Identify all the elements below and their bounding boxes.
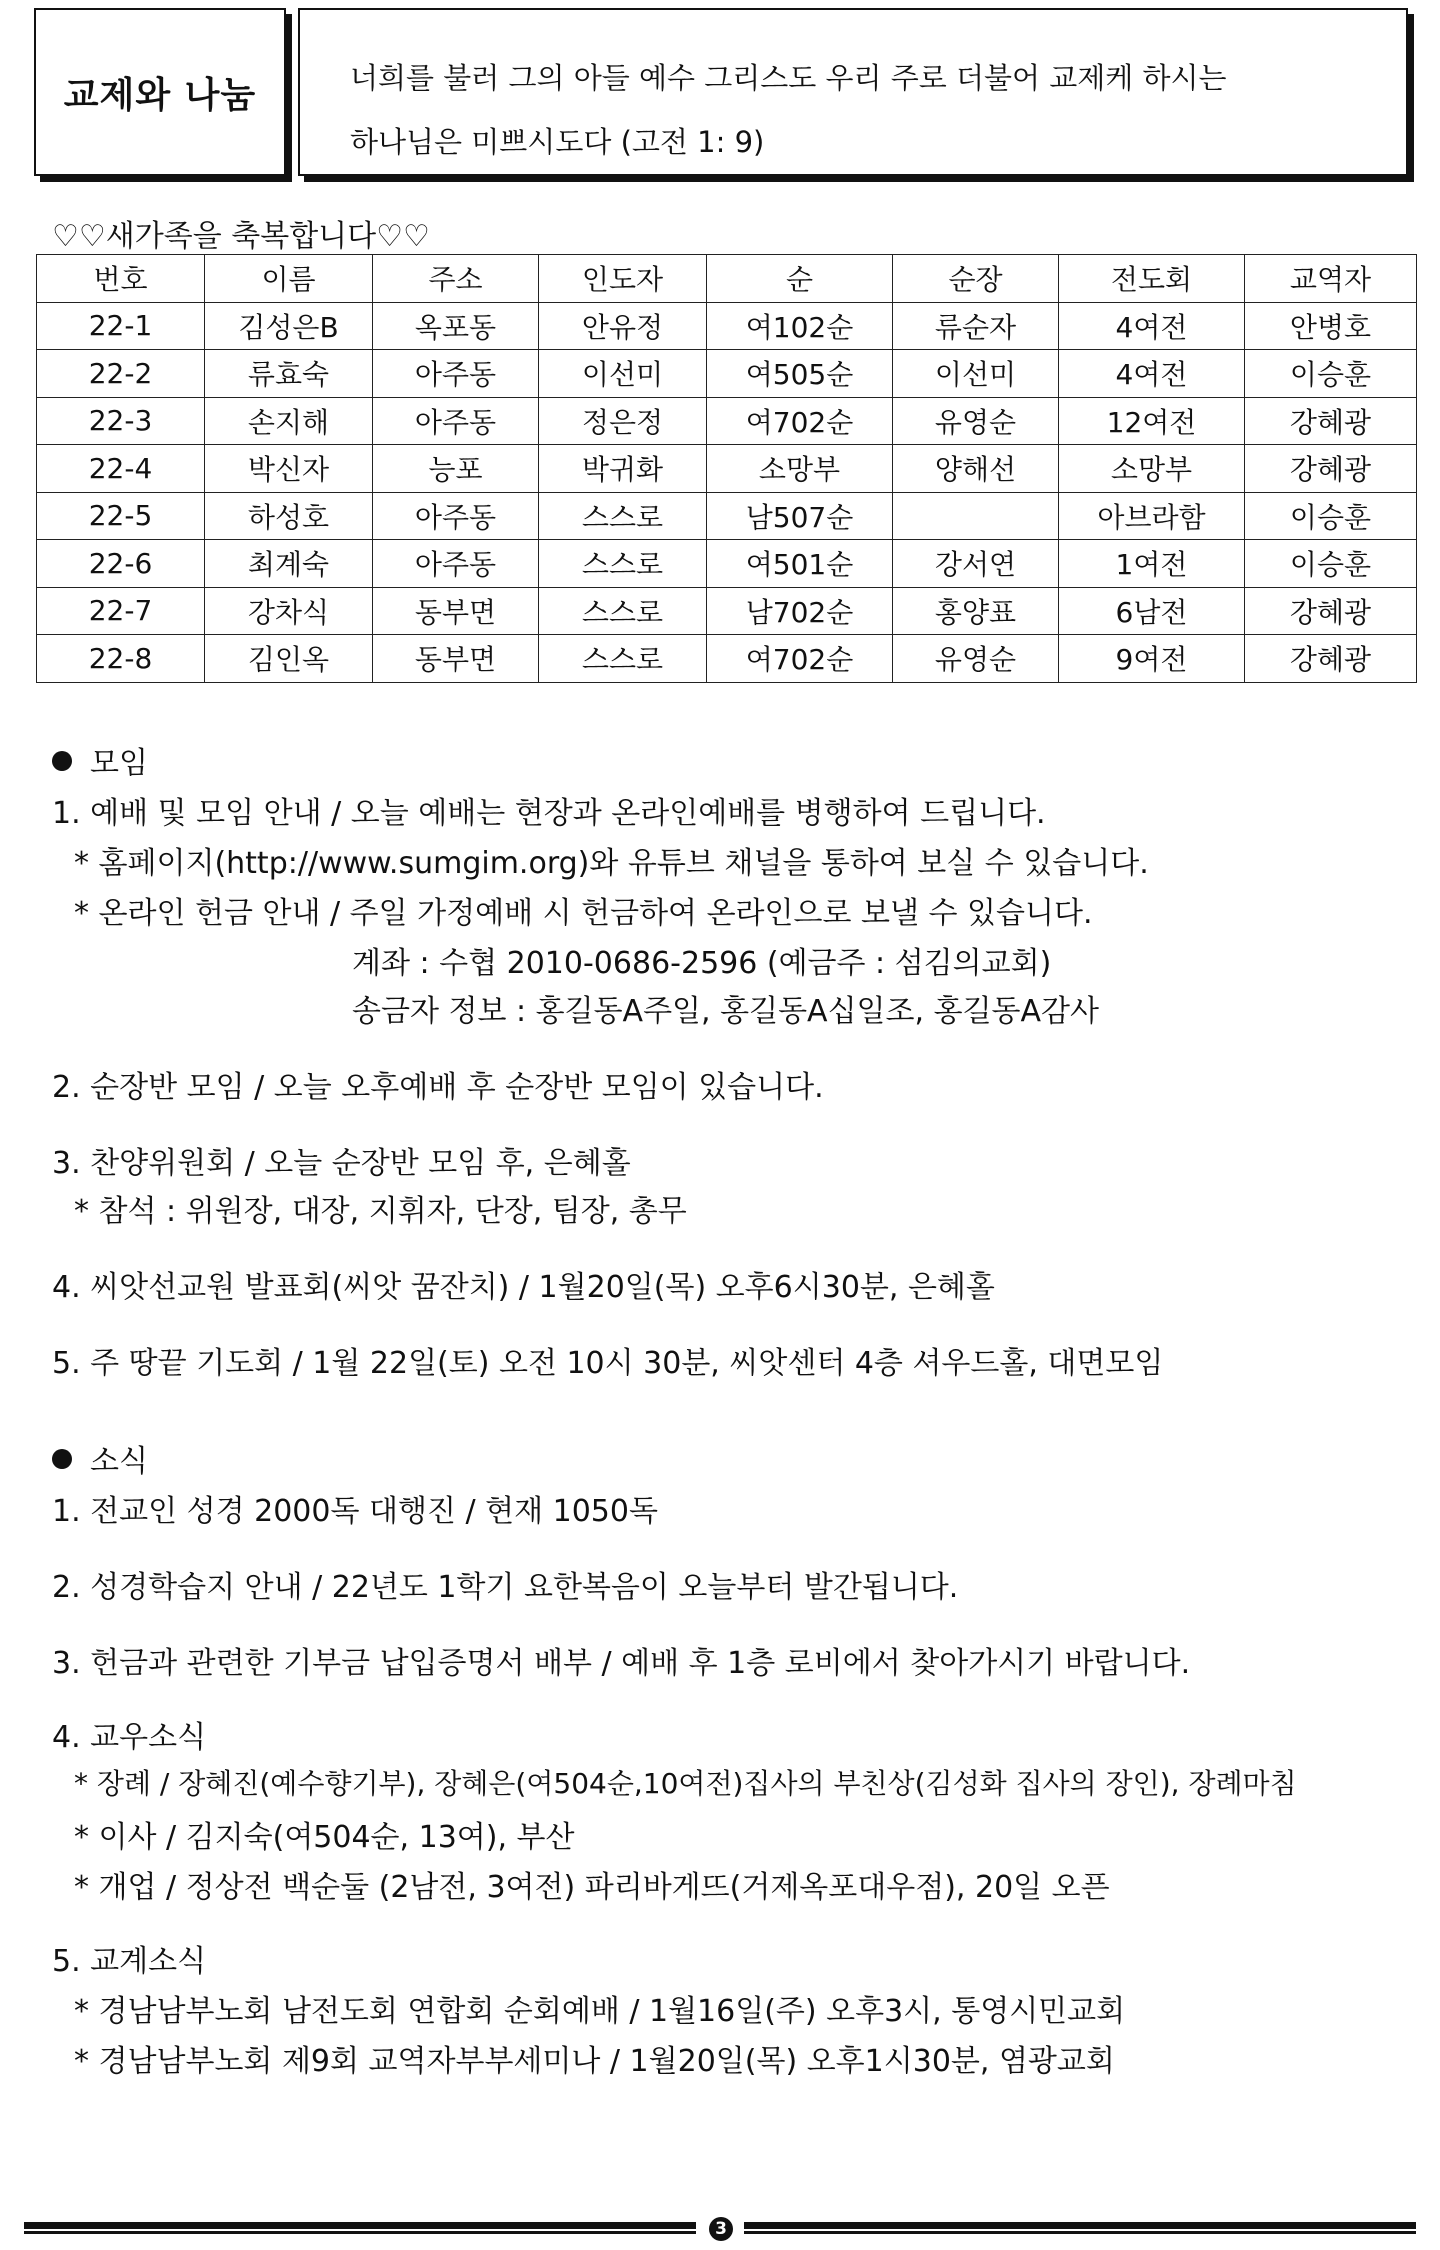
table-cell: 소망부 xyxy=(1059,445,1245,493)
table-cell: 아브라함 xyxy=(1059,492,1245,540)
bullet-icon xyxy=(52,1449,72,1469)
new-family-table xyxy=(36,254,1417,683)
table-cell: 동부면 xyxy=(373,635,539,683)
meeting-heading: 모임 xyxy=(52,738,148,782)
table-cell: 22-8 xyxy=(37,635,205,683)
table-cell: 아주동 xyxy=(373,540,539,588)
table-cell: 22-3 xyxy=(37,397,205,445)
column-header: 순 xyxy=(707,255,893,303)
table-cell: 강서연 xyxy=(893,540,1059,588)
column-header: 이름 xyxy=(205,255,373,303)
table-cell: 스스로 xyxy=(539,587,707,635)
table-cell: 여702순 xyxy=(707,397,893,445)
table-row xyxy=(37,587,1417,635)
news-item-4-sub-1: * 장례 / 장혜진(예수향기부), 장혜은(여504순,10여전)집사의 부친상(김성화 집사의 장인), 장례마침 xyxy=(74,1767,1297,1800)
table-cell: 4여전 xyxy=(1059,350,1245,398)
table-cell: 여102순 xyxy=(707,302,893,350)
bullet-icon xyxy=(52,751,72,771)
meeting-item-1-sub-1: * 홈페이지(http://www.sumgim.org)와 유튜브 채널을 통하여 보실 수 있습니다. xyxy=(74,846,1149,881)
section-title: 교제와 나눔 xyxy=(63,74,257,116)
page-number: 3 xyxy=(709,2217,733,2241)
table-cell: 정은정 xyxy=(539,397,707,445)
verse-box xyxy=(298,8,1408,176)
column-header: 번호 xyxy=(37,255,205,303)
page-footer xyxy=(24,2218,1416,2242)
table-row xyxy=(37,302,1417,350)
table-cell: 박귀화 xyxy=(539,445,707,493)
meeting-item-3-sub-1: * 참석 : 위원장, 대장, 지휘자, 단장, 팀장, 총무 xyxy=(74,1194,687,1229)
table-cell: 옥포동 xyxy=(373,302,539,350)
column-header: 주소 xyxy=(373,255,539,303)
new-family-title: ♡♡새가족을 축복합니다♡♡ xyxy=(52,219,430,254)
news-item-5: 5. 교계소식 xyxy=(52,1944,207,1979)
table-cell: 아주동 xyxy=(373,492,539,540)
news-item-5-sub-2: * 경남남부노회 제9회 교역자부부세미나 / 1월20일(목) 오후1시30분, 염광교회 xyxy=(74,2044,1115,2079)
column-header: 순장 xyxy=(893,255,1059,303)
table-cell: 이승훈 xyxy=(1245,540,1417,588)
table-cell: 강혜광 xyxy=(1245,587,1417,635)
table-cell: 여702순 xyxy=(707,635,893,683)
table-cell: 강차식 xyxy=(205,587,373,635)
news-item-1: 1. 전교인 성경 2000독 대행진 / 현재 1050독 xyxy=(52,1494,658,1529)
table-cell: 이승훈 xyxy=(1245,350,1417,398)
table-cell: 양해선 xyxy=(893,445,1059,493)
table-cell: 스스로 xyxy=(539,540,707,588)
table-cell: 남507순 xyxy=(707,492,893,540)
column-header: 교역자 xyxy=(1245,255,1417,303)
table-cell: 6남전 xyxy=(1059,587,1245,635)
column-header: 인도자 xyxy=(539,255,707,303)
meeting-item-1: 1. 예배 및 모임 안내 / 오늘 예배는 현장과 온라인예배를 병행하여 드립니다. xyxy=(52,796,1046,831)
verse-line-2: 하나님은 미쁘시도다 (고전 1: 9) xyxy=(350,125,765,159)
table-cell: 22-7 xyxy=(37,587,205,635)
page-header xyxy=(34,8,1414,186)
table-cell: 김인옥 xyxy=(205,635,373,683)
table-row xyxy=(37,635,1417,683)
table-row xyxy=(37,397,1417,445)
table-cell: 남702순 xyxy=(707,587,893,635)
table-cell: 22-1 xyxy=(37,302,205,350)
table-cell: 22-2 xyxy=(37,350,205,398)
news-item-2: 2. 성경학습지 안내 / 22년도 1학기 요한복음이 오늘부터 발간됩니다. xyxy=(52,1570,959,1605)
table-cell: 여501순 xyxy=(707,540,893,588)
table-cell: 이승훈 xyxy=(1245,492,1417,540)
meeting-item-1-sub-3: 계좌 : 수협 2010-0686-2596 (예금주 : 섬김의교회) xyxy=(352,946,1052,981)
table-cell: 12여전 xyxy=(1059,397,1245,445)
table-cell: 스스로 xyxy=(539,492,707,540)
table-cell: 강혜광 xyxy=(1245,445,1417,493)
table-cell: 홍양표 xyxy=(893,587,1059,635)
meeting-item-4: 4. 씨앗선교원 발표회(씨앗 꿈잔치) / 1월20일(목) 오후6시30분, 은혜홀 xyxy=(52,1270,995,1305)
table-cell: 하성호 xyxy=(205,492,373,540)
table-cell: 유영순 xyxy=(893,635,1059,683)
footer-rule-right xyxy=(744,2222,1416,2236)
table-row xyxy=(37,492,1417,540)
table-cell: 류효숙 xyxy=(205,350,373,398)
table-cell: 이선미 xyxy=(893,350,1059,398)
table-cell: 류순자 xyxy=(893,302,1059,350)
section-title-box xyxy=(34,8,286,176)
meeting-item-1-sub-4: 송금자 정보 : 홍길동A주일, 홍길동A십일조, 홍길동A감사 xyxy=(352,994,1100,1029)
table-row xyxy=(37,445,1417,493)
table-cell: 아주동 xyxy=(373,397,539,445)
table-cell: 소망부 xyxy=(707,445,893,493)
news-item-3: 3. 헌금과 관련한 기부금 납입증명서 배부 / 예배 후 1층 로비에서 찾아가시기 바랍니다. xyxy=(52,1646,1191,1681)
table-cell: 4여전 xyxy=(1059,302,1245,350)
table-cell: 22-5 xyxy=(37,492,205,540)
table-cell: 강혜광 xyxy=(1245,635,1417,683)
meeting-item-1-sub-2: * 온라인 헌금 안내 / 주일 가정예배 시 헌금하여 온라인으로 보낼 수 있습니다. xyxy=(74,896,1093,931)
table-row xyxy=(37,350,1417,398)
table-cell: 1여전 xyxy=(1059,540,1245,588)
news-item-4: 4. 교우소식 xyxy=(52,1720,207,1755)
news-item-4-sub-3: * 개업 / 정상전 백순둘 (2남전, 3여전) 파리바게뜨(거제옥포대우점), 20일 오픈 xyxy=(74,1870,1110,1905)
table-cell: 아주동 xyxy=(373,350,539,398)
table-cell: 강혜광 xyxy=(1245,397,1417,445)
column-header: 전도회 xyxy=(1059,255,1245,303)
table-cell: 이선미 xyxy=(539,350,707,398)
verse-line-1: 너희를 불러 그의 아들 예수 그리스도 우리 주로 더불어 교제케 하시는 xyxy=(350,61,1227,95)
table-cell: 김성은B xyxy=(205,302,373,350)
meeting-item-2: 2. 순장반 모임 / 오늘 오후예배 후 순장반 모임이 있습니다. xyxy=(52,1070,824,1105)
table-cell: 최계숙 xyxy=(205,540,373,588)
table-cell: 22-6 xyxy=(37,540,205,588)
table-cell: 여505순 xyxy=(707,350,893,398)
table-cell: 안유정 xyxy=(539,302,707,350)
news-item-4-sub-2: * 이사 / 김지숙(여504순, 13여), 부산 xyxy=(74,1820,575,1855)
table-cell: 능포 xyxy=(373,445,539,493)
table-cell: 스스로 xyxy=(539,635,707,683)
table-header-row xyxy=(37,255,1417,303)
table-cell: 손지해 xyxy=(205,397,373,445)
table-row xyxy=(37,540,1417,588)
news-item-5-sub-1: * 경남남부노회 남전도회 연합회 순회예배 / 1월16일(주) 오후3시, 통영시민교회 xyxy=(74,1994,1126,2029)
table-cell: 동부면 xyxy=(373,587,539,635)
table-cell: 22-4 xyxy=(37,445,205,493)
footer-rule-left xyxy=(24,2222,696,2236)
table-cell: 유영순 xyxy=(893,397,1059,445)
news-heading: 소식 xyxy=(52,1436,148,1480)
meeting-item-5: 5. 주 땅끝 기도회 / 1월 22일(토) 오전 10시 30분, 씨앗센터 4층 셔우드홀, 대면모임 xyxy=(52,1346,1164,1381)
table-cell: 안병호 xyxy=(1245,302,1417,350)
table-cell: 박신자 xyxy=(205,445,373,493)
table-cell xyxy=(893,492,1059,540)
table-cell: 9여전 xyxy=(1059,635,1245,683)
meeting-item-3: 3. 찬양위원회 / 오늘 순장반 모임 후, 은혜홀 xyxy=(52,1146,631,1181)
